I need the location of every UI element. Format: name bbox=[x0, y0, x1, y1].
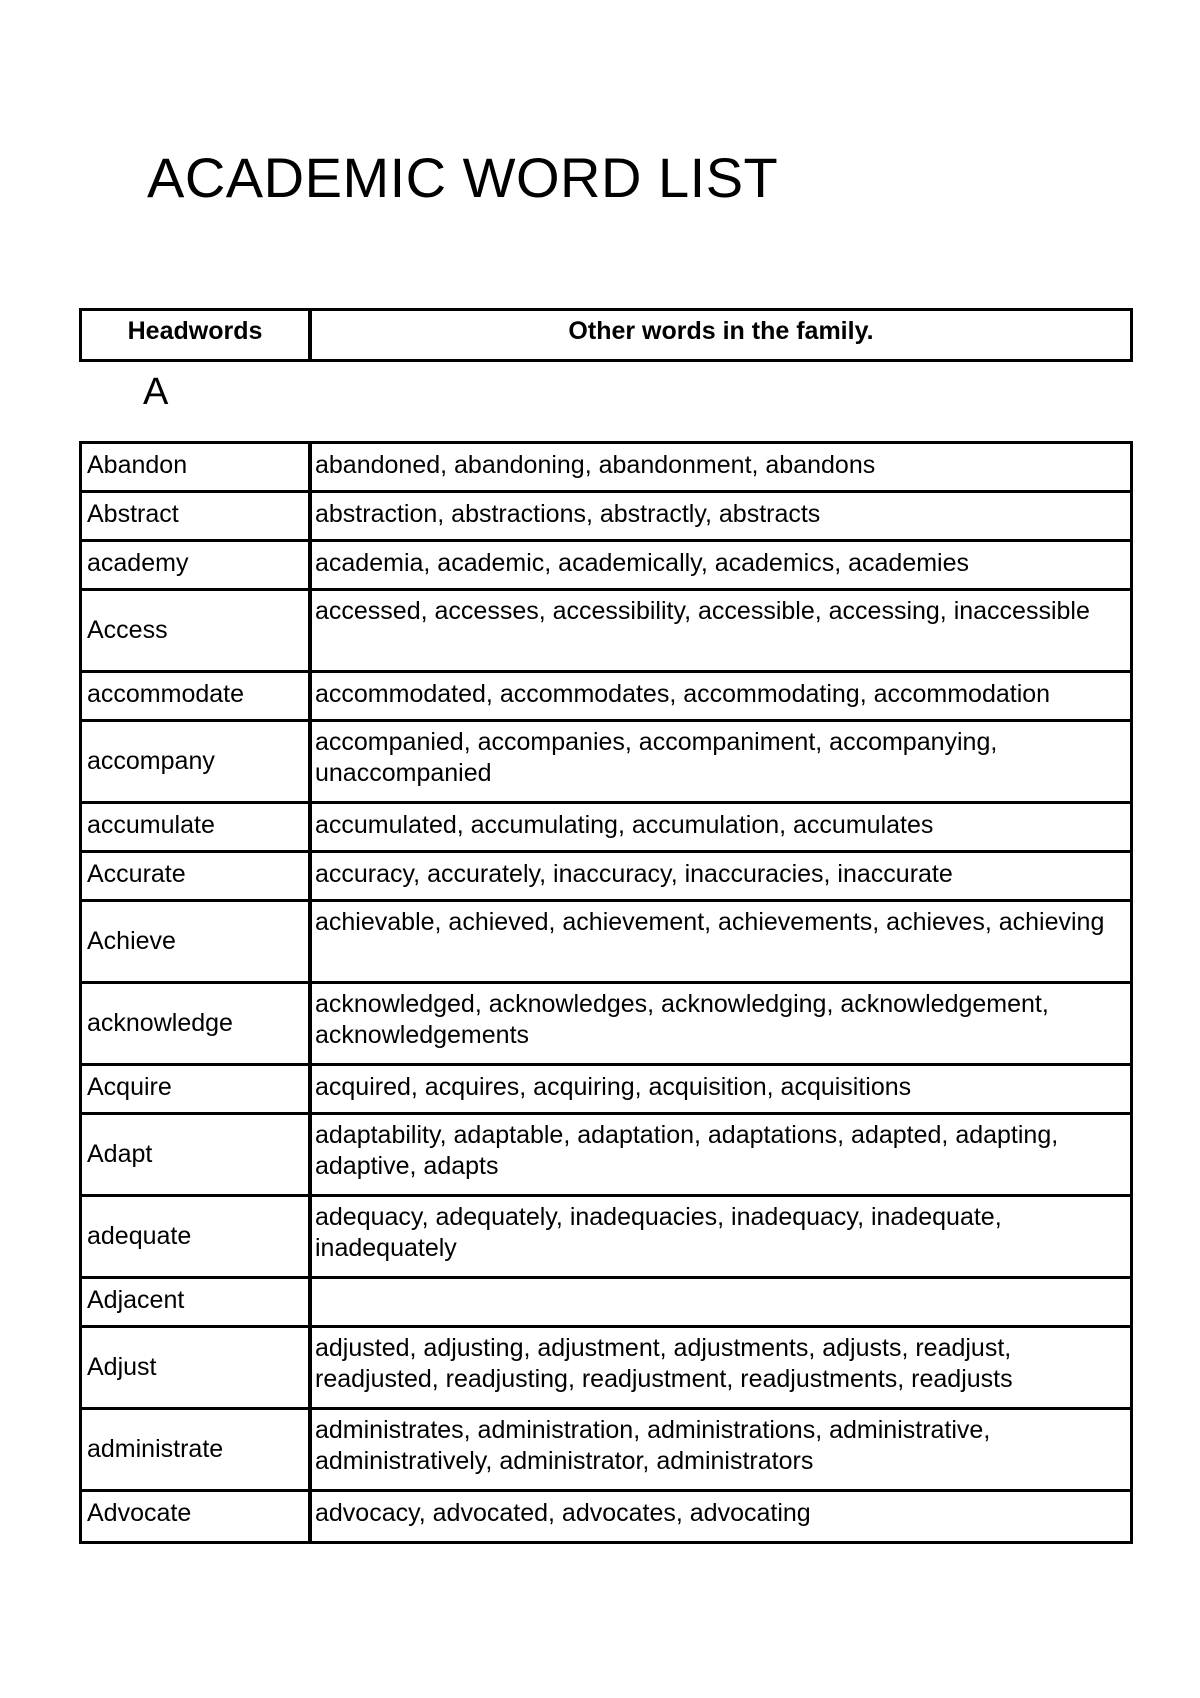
table-row bbox=[82, 673, 1130, 722]
table-row bbox=[82, 1410, 1130, 1492]
headword-cell: adequate bbox=[82, 1197, 312, 1276]
family-cell: achievable, achieved, achievement, achievements, achieves, achieving bbox=[315, 908, 1105, 936]
table-row bbox=[82, 1279, 1130, 1328]
family-cell: academia, academic, academically, academics, academies bbox=[315, 549, 970, 577]
word-list-table bbox=[79, 441, 1133, 1544]
family-cell: accessed, accesses, accessibility, accessible, accessing, inaccessible bbox=[315, 597, 1090, 625]
table-row bbox=[82, 722, 1130, 804]
headword-cell: acknowledge bbox=[82, 984, 312, 1063]
headword-cell: accompany bbox=[82, 722, 312, 801]
section-letter: A bbox=[143, 371, 169, 413]
family-cell: adequacy, adequately, inadequacies, inadequacy, inadequate, inadequately bbox=[315, 1203, 1002, 1262]
family-column-header: Other words in the family. bbox=[568, 317, 874, 345]
family-cell: accuracy, accurately, inaccuracy, inaccuracies, inaccurate bbox=[315, 860, 953, 888]
table-row bbox=[82, 444, 1130, 493]
table-row bbox=[82, 984, 1130, 1066]
family-cell: accumulated, accumulating, accumulation, accumulates bbox=[315, 811, 934, 839]
headword-cell: Acquire bbox=[82, 1066, 312, 1112]
table-row bbox=[82, 1115, 1130, 1197]
headword-cell: Accurate bbox=[82, 853, 312, 899]
headword-cell: Adapt bbox=[82, 1115, 312, 1194]
column-header-table bbox=[79, 308, 1133, 362]
table-row bbox=[82, 1197, 1130, 1279]
headword-cell: Abandon bbox=[82, 444, 312, 490]
family-cell: advocacy, advocated, advocates, advocating bbox=[315, 1499, 811, 1527]
family-cell: abandoned, abandoning, abandonment, abandons bbox=[315, 451, 876, 479]
family-cell bbox=[312, 1279, 1130, 1325]
table-row bbox=[82, 1328, 1130, 1410]
family-cell: adjusted, adjusting, adjustment, adjustments, adjusts, readjust, readjusted, readjusting, readjustment, readjustments, readjusts bbox=[315, 1334, 1013, 1393]
headword-cell: accumulate bbox=[82, 804, 312, 850]
family-cell: accompanied, accompanies, accompaniment, accompanying, unaccompanied bbox=[315, 728, 998, 787]
table-row bbox=[82, 804, 1130, 853]
headword-cell: academy bbox=[82, 542, 312, 588]
family-cell: acknowledged, acknowledges, acknowledging, acknowledgement, acknowledgements bbox=[315, 990, 1049, 1049]
headword-cell: Access bbox=[82, 591, 312, 670]
table-row bbox=[82, 542, 1130, 591]
headword-cell: Adjacent bbox=[82, 1279, 312, 1325]
family-cell: adaptability, adaptable, adaptation, adaptations, adapted, adapting, adaptive, adapts bbox=[315, 1121, 1059, 1180]
headword-cell: administrate bbox=[82, 1410, 312, 1489]
family-cell: acquired, acquires, acquiring, acquisition, acquisitions bbox=[315, 1073, 912, 1101]
headwords-column-header: Headwords bbox=[82, 311, 312, 359]
headword-cell: Advocate bbox=[82, 1492, 312, 1541]
table-row bbox=[82, 1066, 1130, 1115]
table-row bbox=[82, 493, 1130, 542]
document-title: ACADEMIC WORD LIST bbox=[147, 146, 779, 209]
table-row bbox=[82, 902, 1130, 984]
family-cell: abstraction, abstractions, abstractly, abstracts bbox=[315, 500, 821, 528]
headword-cell: accommodate bbox=[82, 673, 312, 719]
headword-cell: Adjust bbox=[82, 1328, 312, 1407]
headword-cell: Achieve bbox=[82, 902, 312, 981]
table-row bbox=[82, 1492, 1130, 1541]
table-row bbox=[82, 591, 1130, 673]
table-row bbox=[82, 853, 1130, 902]
family-cell: administrates, administration, administrations, administrative, administratively, administrator, administrators bbox=[315, 1416, 991, 1475]
family-cell: accommodated, accommodates, accommodating, accommodation bbox=[315, 680, 1051, 708]
headword-cell: Abstract bbox=[82, 493, 312, 539]
